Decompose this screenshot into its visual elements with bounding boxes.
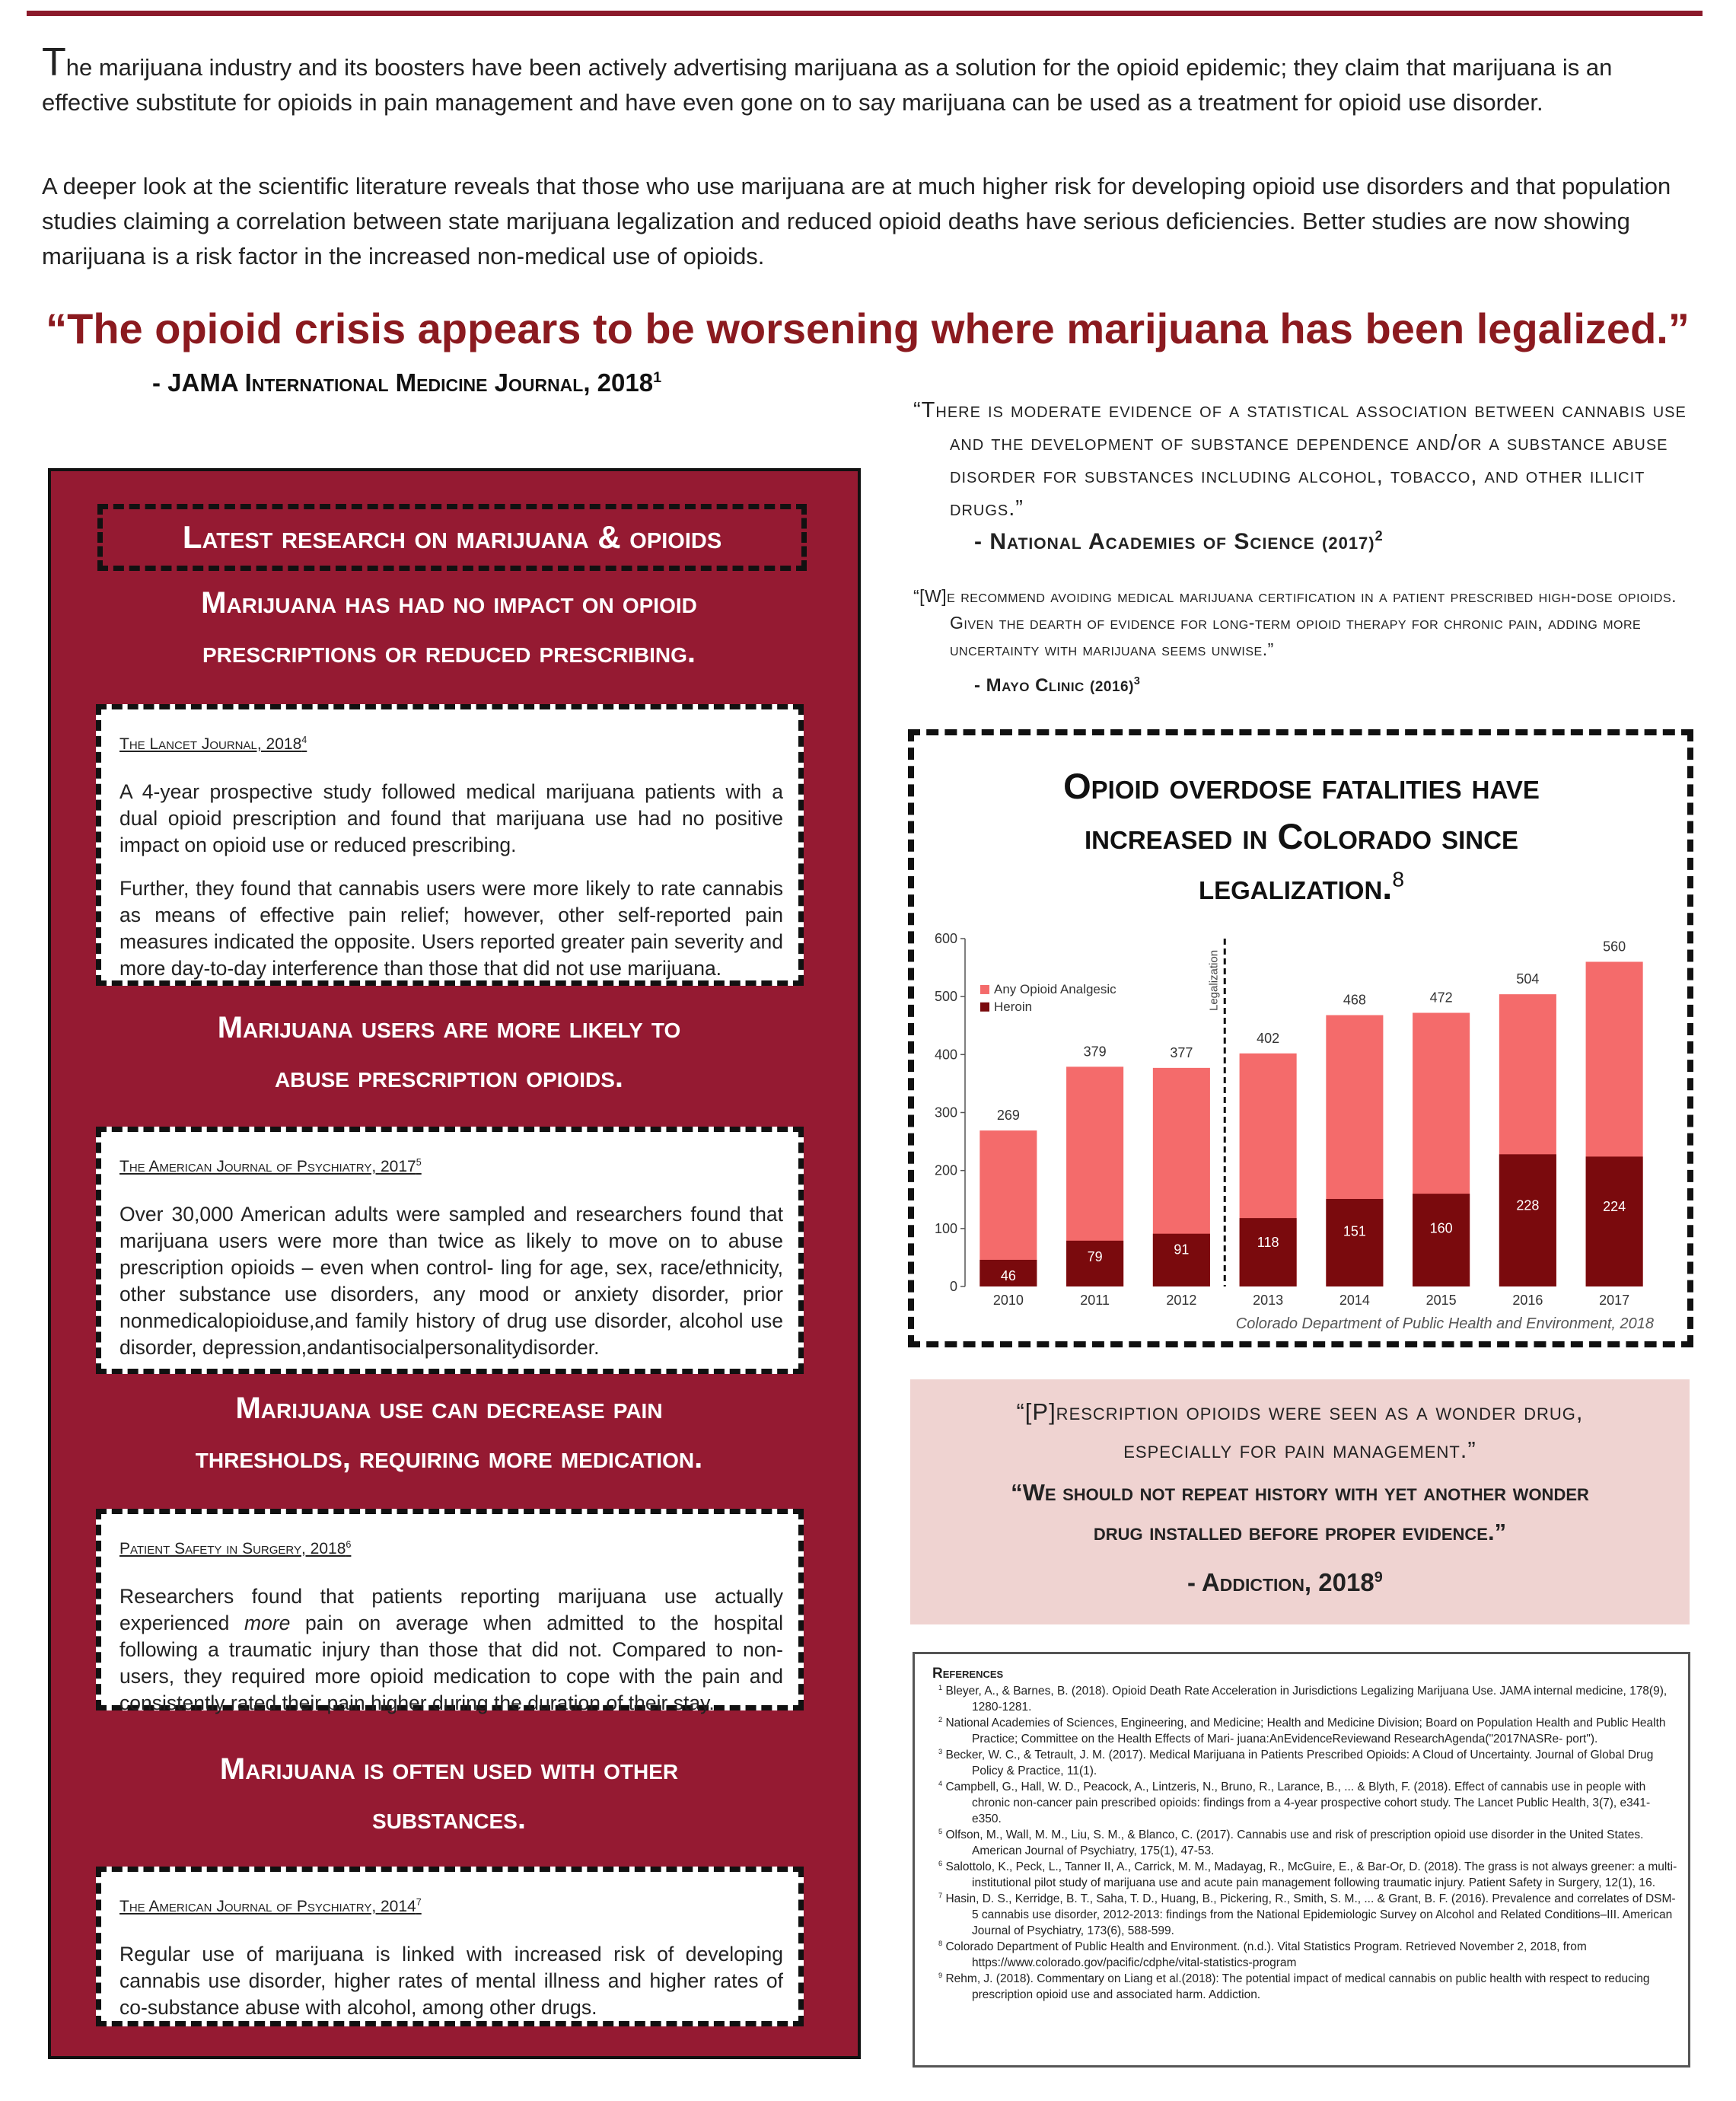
reference-number: 8 [938, 1939, 943, 1947]
chart-title [925, 761, 1678, 912]
heading-line: substances. [372, 1802, 526, 1835]
study-source [119, 1153, 783, 1180]
study-source-text: The American Journal of Psychiatry, 2017 [119, 1158, 416, 1175]
data-label-heroin: 151 [1343, 1223, 1366, 1239]
panel-title: Latest research on marijuana & opioids [97, 504, 807, 571]
mayo-quote [913, 583, 1690, 700]
legalization-annotation: Legalization [1207, 949, 1221, 1011]
reference-item [932, 1747, 1678, 1779]
x-tick-label: 2017 [1599, 1293, 1630, 1308]
heading-line: Marijuana is often used with other [219, 1752, 679, 1786]
reference-text: Bleyer, A., & Barnes, B. (2018). Opioid Death Rate Acceleration in Jurisdictions Legalizing Marijuana Use. JAMA internal medicine, 178(9), 1280-1281. [942, 1685, 1668, 1714]
attribution-year: (2016) [1090, 679, 1134, 695]
study-paragraph [119, 1583, 783, 1717]
chart-source: Colorado Department of Public Health and Environment, 2018 [1235, 1315, 1654, 1332]
chart-title-line: increased in Colorado since [1085, 816, 1518, 856]
data-label-total: 560 [1603, 939, 1626, 955]
addiction-quote-part2 [910, 1473, 1690, 1552]
main-pull-quote: “The opioid crisis appears to be worsening where marijuana has been legalized.” [46, 304, 1690, 352]
section-heading-1 [84, 579, 814, 677]
y-tick-label: 200 [934, 1162, 957, 1178]
data-label-heroin: 228 [1516, 1197, 1540, 1213]
reference-item [932, 1827, 1678, 1859]
attribution-text: - Mayo Clinic [974, 675, 1085, 696]
data-label-heroin: 91 [1174, 1242, 1190, 1258]
heading-line: abuse prescription opioids. [274, 1060, 624, 1094]
mayo-attribution [913, 672, 1690, 700]
quote-line: drug installed before proper evidence.” [1093, 1519, 1507, 1545]
addiction-attribution [1187, 1568, 1383, 1597]
top-rule [27, 11, 1703, 16]
bar-heroin-2017 [1586, 1156, 1643, 1286]
references-title: References [932, 1666, 1004, 1682]
heading-line: Marijuana has had no impact on opioid [201, 586, 697, 620]
main-quote-attribution [152, 368, 661, 397]
section-heading-4 [84, 1745, 814, 1844]
x-tick-label: 2014 [1339, 1293, 1370, 1308]
data-label-total: 504 [1516, 971, 1540, 987]
footnote-ref: 1 [653, 369, 662, 386]
reference-text: Hasin, D. S., Kerridge, B. T., Saha, T. D., Huang, B., Pickering, R., Smith, S. M., ... & Grant, B. F. (2016). Prevalence and correlates of DSM-5 cannabis use disorder, 2012-2013: findings from the National Epidemiologic Survey on Alcohol and Related Conditions–III. American Journal of Psychiatry, 173(6), 588-599. [942, 1892, 1676, 1937]
reference-number: 3 [938, 1747, 943, 1755]
x-tick-label: 2013 [1253, 1293, 1284, 1308]
text-run: pain on average when admitted to the hospital following a traumatic injury than those that did not. Compared to non-users, they required more opioid medication to cope with the pain and consistently rated their pain higher during the duration of their stay. [119, 1612, 784, 1714]
y-tick-label: 300 [934, 1105, 957, 1121]
y-tick-label: 400 [934, 1047, 957, 1063]
reference-number: 4 [938, 1779, 943, 1787]
data-label-total: 379 [1083, 1044, 1107, 1060]
nas-attribution [913, 525, 1690, 560]
intro-paragraph-2: A deeper look at the scientific literature reveals that those who use marijuana are at much higher risk for developing opioid use disorders and that population studies claiming a correlation between state marijuana legalization and reduced opioid deaths have serious deficiencies. Better studies are now showing marijuana is a risk factor in the increased non-medical use of opioids. [42, 173, 1671, 269]
main-quote-attribution-text: - JAMA International Medicine Journal, 2018 [152, 368, 654, 397]
study-source [119, 1535, 783, 1562]
footnote-ref: 8 [1392, 866, 1405, 891]
data-label-heroin: 224 [1603, 1199, 1626, 1215]
quote-line: “We should not repeat history with yet another wonder [1011, 1479, 1589, 1506]
data-label-total: 377 [1170, 1044, 1193, 1060]
y-tick-label: 0 [949, 1279, 957, 1294]
intro-paragraph-1 [42, 40, 1693, 120]
data-label-heroin: 46 [1000, 1267, 1016, 1283]
mayo-quote-text: “[W]e recommend avoiding medical marijuana certification in a patient prescribed high-dose opioids. Given the dearth of evidence for long-term opioid therapy for chronic pain, adding more uncertainty with marijuana seems unwise.” [913, 586, 1677, 659]
section-heading-3 [84, 1384, 814, 1483]
reference-item [932, 1779, 1678, 1827]
reference-number: 9 [938, 1971, 943, 1979]
data-label-heroin: 118 [1257, 1234, 1279, 1250]
reference-text: Becker, W. C., & Tetrault, J. M. (2017). Medical Marijuana in Patients Prescribed Opioids: A Cloud of Uncertainty. Journal of Global Drug Policy & Practice, 11(1). [942, 1749, 1654, 1777]
bar-heroin-2013 [1240, 1218, 1297, 1286]
data-label-total: 468 [1343, 992, 1366, 1008]
chart-title-line: Opioid overdose fatalities have [1063, 766, 1540, 806]
x-tick-label: 2016 [1512, 1293, 1543, 1308]
footnote-ref: 4 [301, 735, 307, 745]
legend-label: Heroin [994, 999, 1033, 1014]
addiction-quote-part1 [910, 1393, 1690, 1469]
legend-label: Any Opioid Analgesic [994, 981, 1116, 996]
bar-heroin-2015 [1413, 1194, 1470, 1286]
emphasis: more [244, 1612, 291, 1634]
quote-line: “[P]rescription opioids were seen as a wonder drug, [1016, 1398, 1584, 1425]
reference-item [932, 1683, 1678, 1715]
legend-swatch-heroin [980, 1003, 989, 1012]
attribution-year: (2017) [1322, 534, 1375, 553]
y-tick-label: 500 [934, 989, 957, 1005]
reference-text: Olfson, M., Wall, M. M., Liu, S. M., & Blanco, C. (2017). Cannabis use and risk of prescription opioid use disorder in the United States. American Journal of Psychiatry, 175(1), 47-53. [942, 1828, 1644, 1857]
drop-letter: T [42, 40, 66, 84]
section-heading-2 [84, 1003, 814, 1102]
heading-line: Marijuana users are more likely to [217, 1011, 681, 1044]
x-tick-label: 2012 [1166, 1293, 1197, 1308]
footnote-ref: 2 [1374, 528, 1384, 544]
y-tick-label: 100 [934, 1220, 957, 1236]
reference-item [932, 1939, 1678, 1971]
data-label-total: 472 [1429, 990, 1453, 1006]
legend-swatch-any-opioid [980, 985, 989, 994]
study-source [119, 731, 783, 757]
reference-item [932, 1891, 1678, 1939]
reference-text: Salottolo, K., Peck, L., Tanner II, A., Carrick, M. M., Madayag, R., McGuire, E., & Bar-Or, D. (2018). The grass is not always greener: a multi-institutional pilot study of marijuana use and acute pain management following traumatic injury. Patient Safety in Surgery, 12(1), 16. [942, 1860, 1677, 1889]
data-label-heroin: 79 [1087, 1248, 1103, 1264]
footnote-ref: 3 [1133, 675, 1141, 687]
chart-title-text: legalization. [1198, 866, 1393, 907]
nas-quote [913, 394, 1690, 560]
study-paragraph: Regular use of marijuana is linked with increased risk of developing cannabis use disorder, higher rates of mental illness and higher rates of co-substance abuse with alcohol, among other drugs. [119, 1943, 783, 2019]
reference-text: Rehm, J. (2018). Commentary on Liang et al.(2018): The potential impact of medical cannabis on public health with respect to reducing prescription opioid use and associated harm. Addiction. [942, 1972, 1650, 2001]
study-card-lancet [96, 704, 804, 986]
references-list [932, 1666, 1678, 2003]
study-card-ajp-2014 [96, 1867, 804, 2026]
x-tick-label: 2010 [992, 1293, 1024, 1308]
opioid-fatalities-bar-chart [927, 925, 1673, 1336]
study-paragraph: Over 30,000 American adults were sampled and researchers found that marijuana users were more than twice as likely to move on to abuse prescription opioids – even when control- ling for age, sex, race/ethnicity, other substance use disorders, any mood or anxiety disorder, prior nonmedicalopioiduse,and family history of drug use disorder, alcohol use disorder, depression,andantisocialpersonalitydisorder. [119, 1203, 783, 1359]
reference-number: 1 [938, 1683, 943, 1691]
reference-text: Colorado Department of Public Health and Environment. (n.d.). Vital Statistics Program. Retrieved November 2, 2018, from https://www.colorado.gov/pacific/cdphe/vital-statistics-program [942, 1940, 1587, 1969]
chart-title-line [925, 862, 1678, 912]
reference-number: 6 [938, 1859, 943, 1867]
attribution-text: - National Academies of Science [974, 529, 1315, 554]
footnote-ref: 7 [416, 1897, 422, 1908]
study-card-patient-safety [96, 1509, 804, 1714]
heading-line: prescriptions or reduced prescribing. [202, 636, 696, 669]
study-source-text: Patient Safety in Surgery, 2018 [119, 1540, 346, 1557]
intro-paragraph-1-text: he marijuana industry and its boosters have been actively advertising marijuana as a solution for the opioid epidemic; they claim that marijuana is an effective substitute for opioids in pain management and have even gone on to say marijuana can be used as a treatment for opioid use disorder. [42, 54, 1613, 116]
reference-number: 2 [938, 1715, 943, 1723]
reference-number: 5 [938, 1827, 943, 1835]
reference-item [932, 1859, 1678, 1891]
nas-quote-text: “There is moderate evidence of a statistical association between cannabis use and the development of substance dependence and/or a substance abuse disorder for substances including alcohol, tobacco, and other illicit drugs.” [913, 398, 1687, 521]
heading-line: Marijuana use can decrease pain [235, 1392, 663, 1425]
reference-text: Campbell, G., Hall, W. D., Peacock, A., Lintzeris, N., Bruno, R., Larance, B., ... & Blyth, F. (2018). Effect of cannabis use in people with chronic non-cancer pain prescribed opioids: findings from a 4-year prospective cohort study. The Lancet Public Health, 3(7), e341-e350. [942, 1781, 1651, 1825]
x-tick-label: 2011 [1080, 1293, 1110, 1308]
reference-number: 7 [938, 1891, 943, 1899]
data-label-total: 402 [1257, 1030, 1280, 1046]
heading-line: thresholds, requiring more medication. [195, 1441, 703, 1475]
footnote-ref: 9 [1374, 1569, 1383, 1586]
study-source [119, 1893, 783, 1920]
bar-heroin-2016 [1499, 1154, 1556, 1286]
quote-line: especially for pain management.” [1123, 1436, 1476, 1463]
study-paragraph: A 4-year prospective study followed medical marijuana patients with a dual opioid prescription and found that marijuana use had no positive impact on opioid use or reduced prescribing. [119, 780, 783, 856]
study-source-text: The American Journal of Psychiatry, 2014 [119, 1898, 416, 1915]
reference-item [932, 1715, 1678, 1747]
footnote-ref: 5 [416, 1157, 422, 1168]
x-tick-label: 2015 [1425, 1293, 1457, 1308]
study-paragraph: Further, they found that cannabis users were more likely to rate cannabis as means of effective pain relief; however, other self-reported pain measures indicated the opposite. Users reported greater pain severity and more day-to-day interference than those that did not use marijuana. [119, 877, 783, 980]
reference-item [932, 1971, 1678, 2003]
data-label-heroin: 160 [1429, 1220, 1453, 1236]
study-source-text: The Lancet Journal, 2018 [119, 735, 302, 753]
data-label-total: 269 [996, 1108, 1020, 1124]
reference-text: National Academies of Sciences, Engineering, and Medicine; Health and Medicine Division; Board on Population Health and Public Health Practice; Committee on the Health Effects of Mari- juana:AnEvidenceReviewand ResearchAgenda("2017NASRe- port"). [942, 1717, 1666, 1746]
attribution-text: - Addiction, 2018 [1187, 1568, 1374, 1596]
bar-heroin-2014 [1326, 1199, 1383, 1286]
study-card-ajp-2017 [96, 1127, 804, 1374]
footnote-ref: 6 [346, 1539, 352, 1550]
text-run: Researchers found that patients reporting marijuana use actually experienced [119, 1585, 783, 1634]
y-tick-label: 600 [934, 931, 957, 946]
